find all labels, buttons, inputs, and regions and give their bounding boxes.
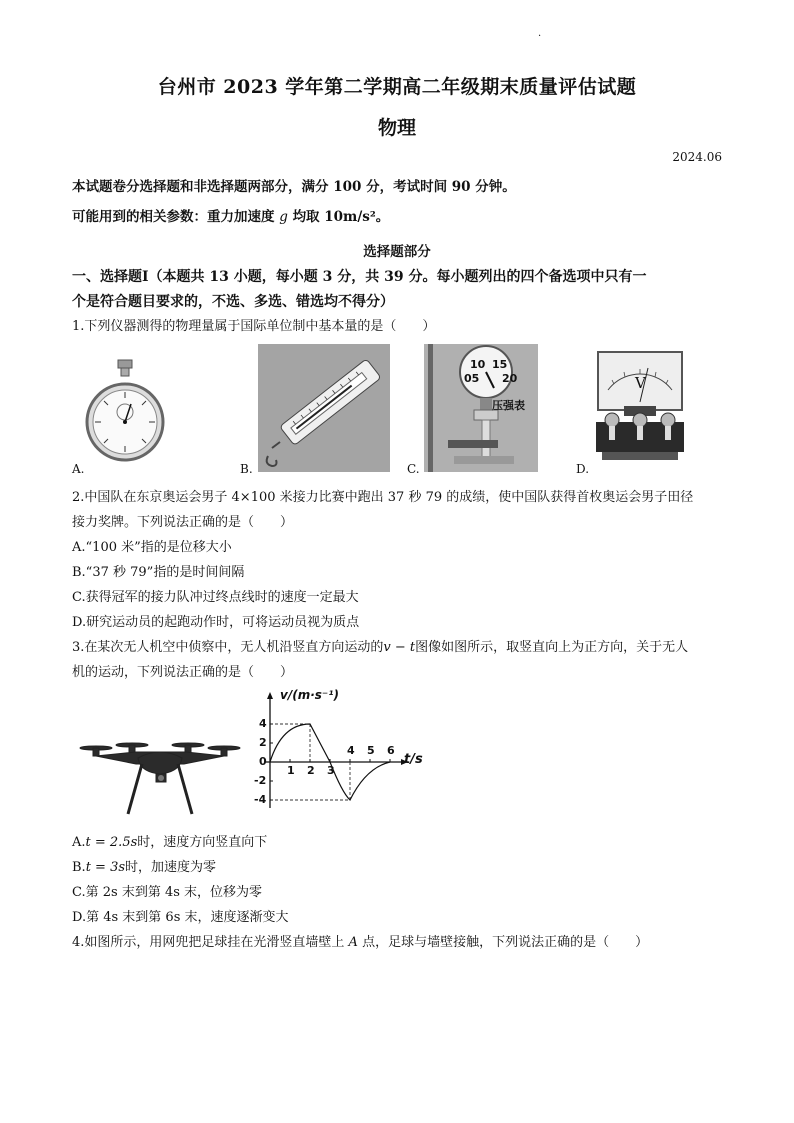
x-tick-label-6: 6: [387, 744, 395, 757]
q3-option-a[interactable]: [72, 831, 267, 850]
x-tick-label-5: 5: [367, 744, 375, 757]
q3-option-a-time: t = 2.5s: [85, 835, 138, 850]
exam-date: 2024.06: [672, 150, 722, 164]
q3-option-b-pre: B.: [72, 860, 86, 875]
q3-stem-2: 机的运动，下列说法正确的是（ ）: [72, 665, 294, 680]
gauge-label: 压强表: [492, 399, 525, 412]
q2-option-d[interactable]: D.研究运动员的起跑动作时，可将运动员视为质点: [72, 615, 360, 630]
q1-option-d[interactable]: D.: [576, 462, 590, 476]
q3-option-b[interactable]: [72, 856, 216, 875]
x-tick-label-4: 4: [347, 744, 355, 757]
y-axis-arrow: [267, 692, 273, 699]
vt-chart: [254, 688, 444, 814]
spring-scale-image: [258, 344, 390, 472]
q4-stem-pre: 4.如图所示，用网兜把足球挂在光滑竖直墙壁上: [72, 935, 345, 950]
stopwatch-image: [85, 358, 165, 470]
x-tick-label-2: 2: [307, 764, 315, 777]
voltmeter-label: V: [635, 374, 646, 392]
gauge-tick-20: 20: [502, 372, 518, 385]
q2-option-b[interactable]: B.“37 秒 79”指的是时间间隔: [72, 565, 245, 580]
drone-image: [76, 742, 244, 822]
q3-stem-1: [72, 636, 688, 655]
gauge-tick-05: 05: [464, 372, 480, 385]
x-axis-label: t/s: [404, 752, 423, 767]
q3-stem-1-pre: 3.在某次无人机空中侦察中，无人机沿竖直方向运动的: [72, 640, 384, 655]
intro-line-2-suffix: 均取 10m/s²。: [292, 209, 390, 225]
gauge-tick-10: 10: [470, 358, 486, 371]
gravity-symbol: g: [279, 209, 288, 225]
q1-option-b[interactable]: B.: [240, 462, 253, 476]
q1-option-a[interactable]: A.: [72, 462, 85, 476]
q4-stem: [72, 931, 648, 950]
q2-stem-2: 接力奖牌。下列说法正确的是（ ）: [72, 515, 294, 530]
intro-line-1: 本试题卷分选择题和非选择题两部分，满分 100 分，考试时间 90 分钟。: [72, 179, 516, 195]
page-title: 台州市 2023 学年第二学期高二年级期末质量评估试题: [157, 76, 637, 98]
header-dot: .: [538, 28, 542, 39]
gauge-tick-15: 15: [492, 358, 508, 371]
intro-line-2: [72, 205, 389, 225]
pressure-gauge-image: [424, 344, 538, 472]
y-tick-label-2: 2: [259, 736, 267, 749]
q3-option-b-post: 时，加速度为零: [125, 860, 217, 875]
q3-option-c[interactable]: C.第 2s 末到第 4s 末，位移为零: [72, 885, 263, 900]
intro-line-2-prefix: 可能用到的相关参数：重力加速度: [72, 209, 275, 225]
q1-option-c[interactable]: C.: [407, 462, 420, 476]
q2-option-c[interactable]: C.获得冠军的接力队冲过终点线时的速度一定最大: [72, 590, 359, 605]
q3-stem-1-post: 图像如图所示，取竖直向上为正方向，关于无人: [415, 640, 689, 655]
y-tick-label-4: 4: [259, 717, 267, 730]
q2-option-a[interactable]: A.“100 米”指的是位移大小: [72, 540, 232, 555]
q3-option-a-pre: A.: [72, 835, 86, 850]
q4-point-a: A: [348, 935, 358, 950]
section-instruction-1: 一、选择题Ⅰ（本题共 13 小题，每小题 3 分，共 39 分。每小题列出的四个备选项中只有一: [72, 269, 647, 285]
section-title: 选择题部分: [363, 244, 431, 260]
y-tick-label--4: -4: [254, 793, 267, 806]
q3-option-a-post: 时，速度方向竖直向下: [137, 835, 268, 850]
x-tick-label-3: 3: [327, 764, 335, 777]
q1-stem: 1.下列仪器测得的物理量属于国际单位制中基本量的是（ ）: [72, 319, 436, 334]
section-instruction-2: 个是符合题目要求的，不选、多选、错选均不得分）: [72, 294, 394, 310]
q4-stem-post: 点，足球与墙壁接触，下列说法正确的是（ ）: [362, 935, 649, 950]
q3-option-d[interactable]: D.第 4s 末到第 6s 末，速度逐渐变大: [72, 910, 289, 925]
voltmeter-image: [594, 350, 686, 462]
x-tick-label-1: 1: [287, 764, 295, 777]
y-axis-label: v/(m·s⁻¹): [280, 688, 339, 702]
y-tick-label--2: -2: [254, 774, 267, 787]
y-tick-label-0: 0: [259, 755, 267, 768]
q2-stem-1: 2.中国队在东京奥运会男子 4×100 米接力比赛中跑出 37 秒 79 的成绩，使中国队获得首枚奥运会男子田径: [72, 490, 694, 505]
subject-title: 物理: [377, 117, 416, 139]
q3-option-b-time: t = 3s: [85, 860, 126, 875]
q3-vt-symbol: v − t: [383, 640, 416, 655]
